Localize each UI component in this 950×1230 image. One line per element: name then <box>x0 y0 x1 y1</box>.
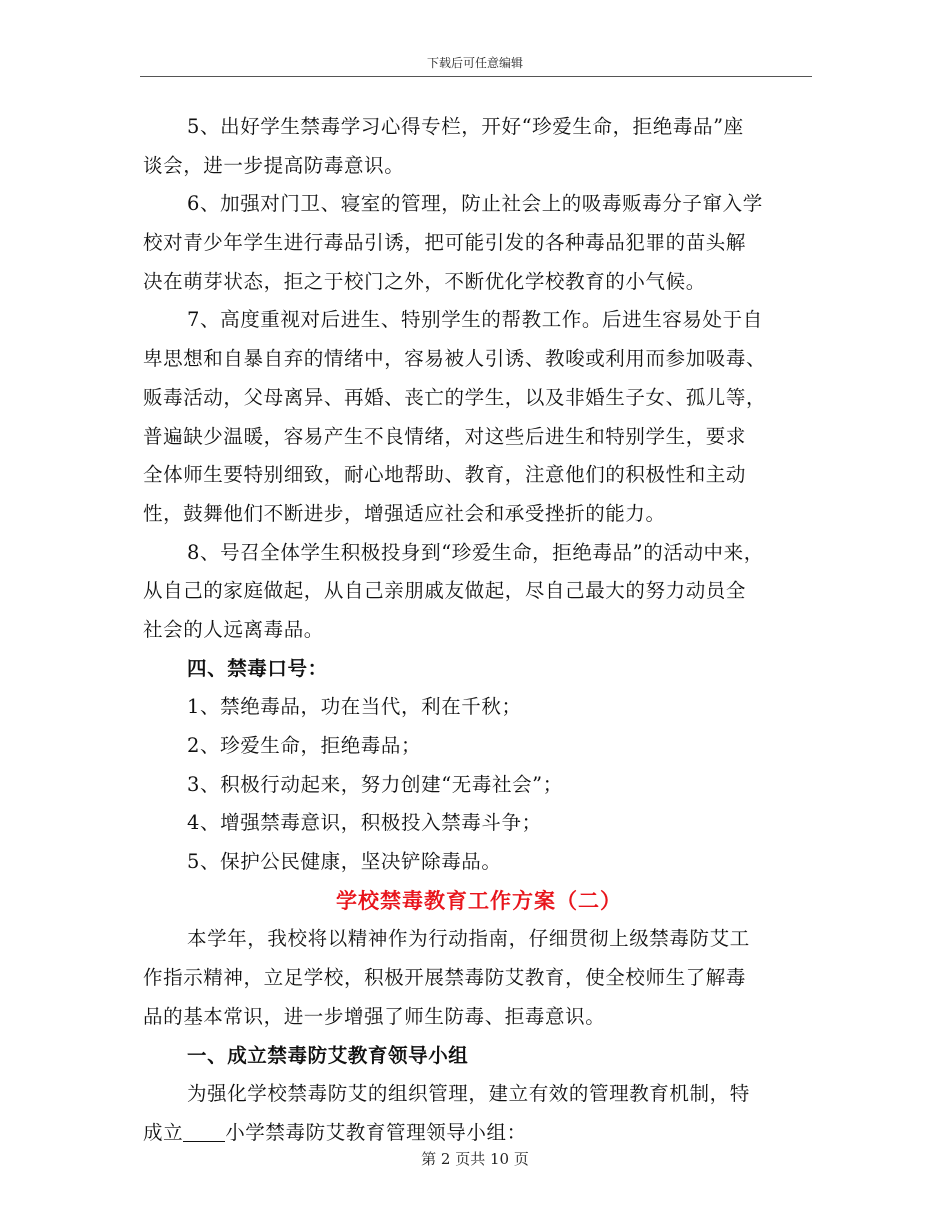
document-title: 学校禁毒教育工作方案（二） <box>336 887 622 913</box>
paragraph-line: 全体师生要特别细致，耐心地帮助、教育，注意他们的积极性和主动 <box>143 463 747 487</box>
fill-in-blank <box>183 1119 225 1142</box>
paragraph-line: 品的基本常识，进一步增强了师生防毒、拒毒意识。 <box>143 1004 606 1028</box>
paragraph-line: 贩毒活动，父母离异、再婚、丧亡的学生，以及非婚生子女、孤儿等， <box>143 385 767 409</box>
paragraph-line: 校对青少年学生进行毒品引诱，把可能引发的各种毒品犯罪的苗头解 <box>143 231 747 255</box>
slogan-item: 4、增强禁毒意识，积极投入禁毒斗争； <box>187 811 542 835</box>
header-divider <box>140 76 812 77</box>
text-fragment: 小学禁毒防艾教育管理领导小组： <box>225 1120 527 1144</box>
paragraph-line: 卑思想和自暴自弃的情绪中，容易被人引诱、教唆或利用而参加吸毒、 <box>143 347 767 371</box>
paragraph-line: 社会的人远离毒品。 <box>143 617 324 641</box>
paragraph-line: 5、出好学生禁毒学习心得专栏，开好“珍爱生命，拒绝毒品”座 <box>187 115 744 138</box>
text-fragment: 成立 <box>143 1120 184 1144</box>
slogan-item: 2、珍爱生命，拒绝毒品； <box>187 734 422 757</box>
paragraph-line: 普遍缺少温暖，容易产生不良情绪，对这些后进生和特别学生，要求 <box>143 424 747 448</box>
slogan-item: 3、积极行动起来，努力创建“无毒社会”； <box>187 772 563 796</box>
document-body <box>143 108 815 1153</box>
page-footer: 第 2 页共 10 页 <box>421 1150 529 1168</box>
paragraph-line: 从自己的家庭做起，从自己亲朋戚友做起，尽自己最大的努力动员全 <box>143 579 747 603</box>
paragraph-line: 8、号召全体学生积极投身到“珍爱生命，拒绝毒品”的活动中来， <box>187 540 764 564</box>
paragraph-line: 性，鼓舞他们不断进步，增强适应社会和承受挫折的能力。 <box>143 501 666 525</box>
paragraph-line: 谈会，进一步提高防毒意识。 <box>143 153 405 177</box>
section-heading-leadership: 一、成立禁毒防艾教育领导小组 <box>187 1043 469 1067</box>
page-header: 下载后可任意编辑 <box>426 56 523 70</box>
paragraph-line: 6、加强对门卫、寝室的管理，防止社会上的吸毒贩毒分子窜入学 <box>187 192 763 216</box>
paragraph-line-with-blank <box>143 1114 815 1153</box>
paragraph-line: 本学年，我校将以精神作为行动指南，仔细贯彻上级禁毒防艾工 <box>187 927 750 951</box>
paragraph-line: 7、高度重视对后进生、特别学生的帮教工作。后进生容易处于自 <box>187 308 763 332</box>
slogan-item: 1、禁绝毒品，功在当代，利在千秋； <box>187 695 522 719</box>
slogan-item: 5、保护公民健康，坚决铲除毒品。 <box>187 850 502 874</box>
section-heading-slogans: 四、禁毒口号： <box>187 656 328 680</box>
paragraph-line: 作指示精神，立足学校，积极开展禁毒防艾教育，使全校师生了解毒 <box>143 966 747 990</box>
paragraph-line: 为强化学校禁毒防艾的组织管理，建立有效的管理教育机制，特 <box>187 1082 750 1106</box>
paragraph-line: 决在萌芽状态，拒之于校门之外，不断优化学校教育的小气候。 <box>143 269 706 293</box>
